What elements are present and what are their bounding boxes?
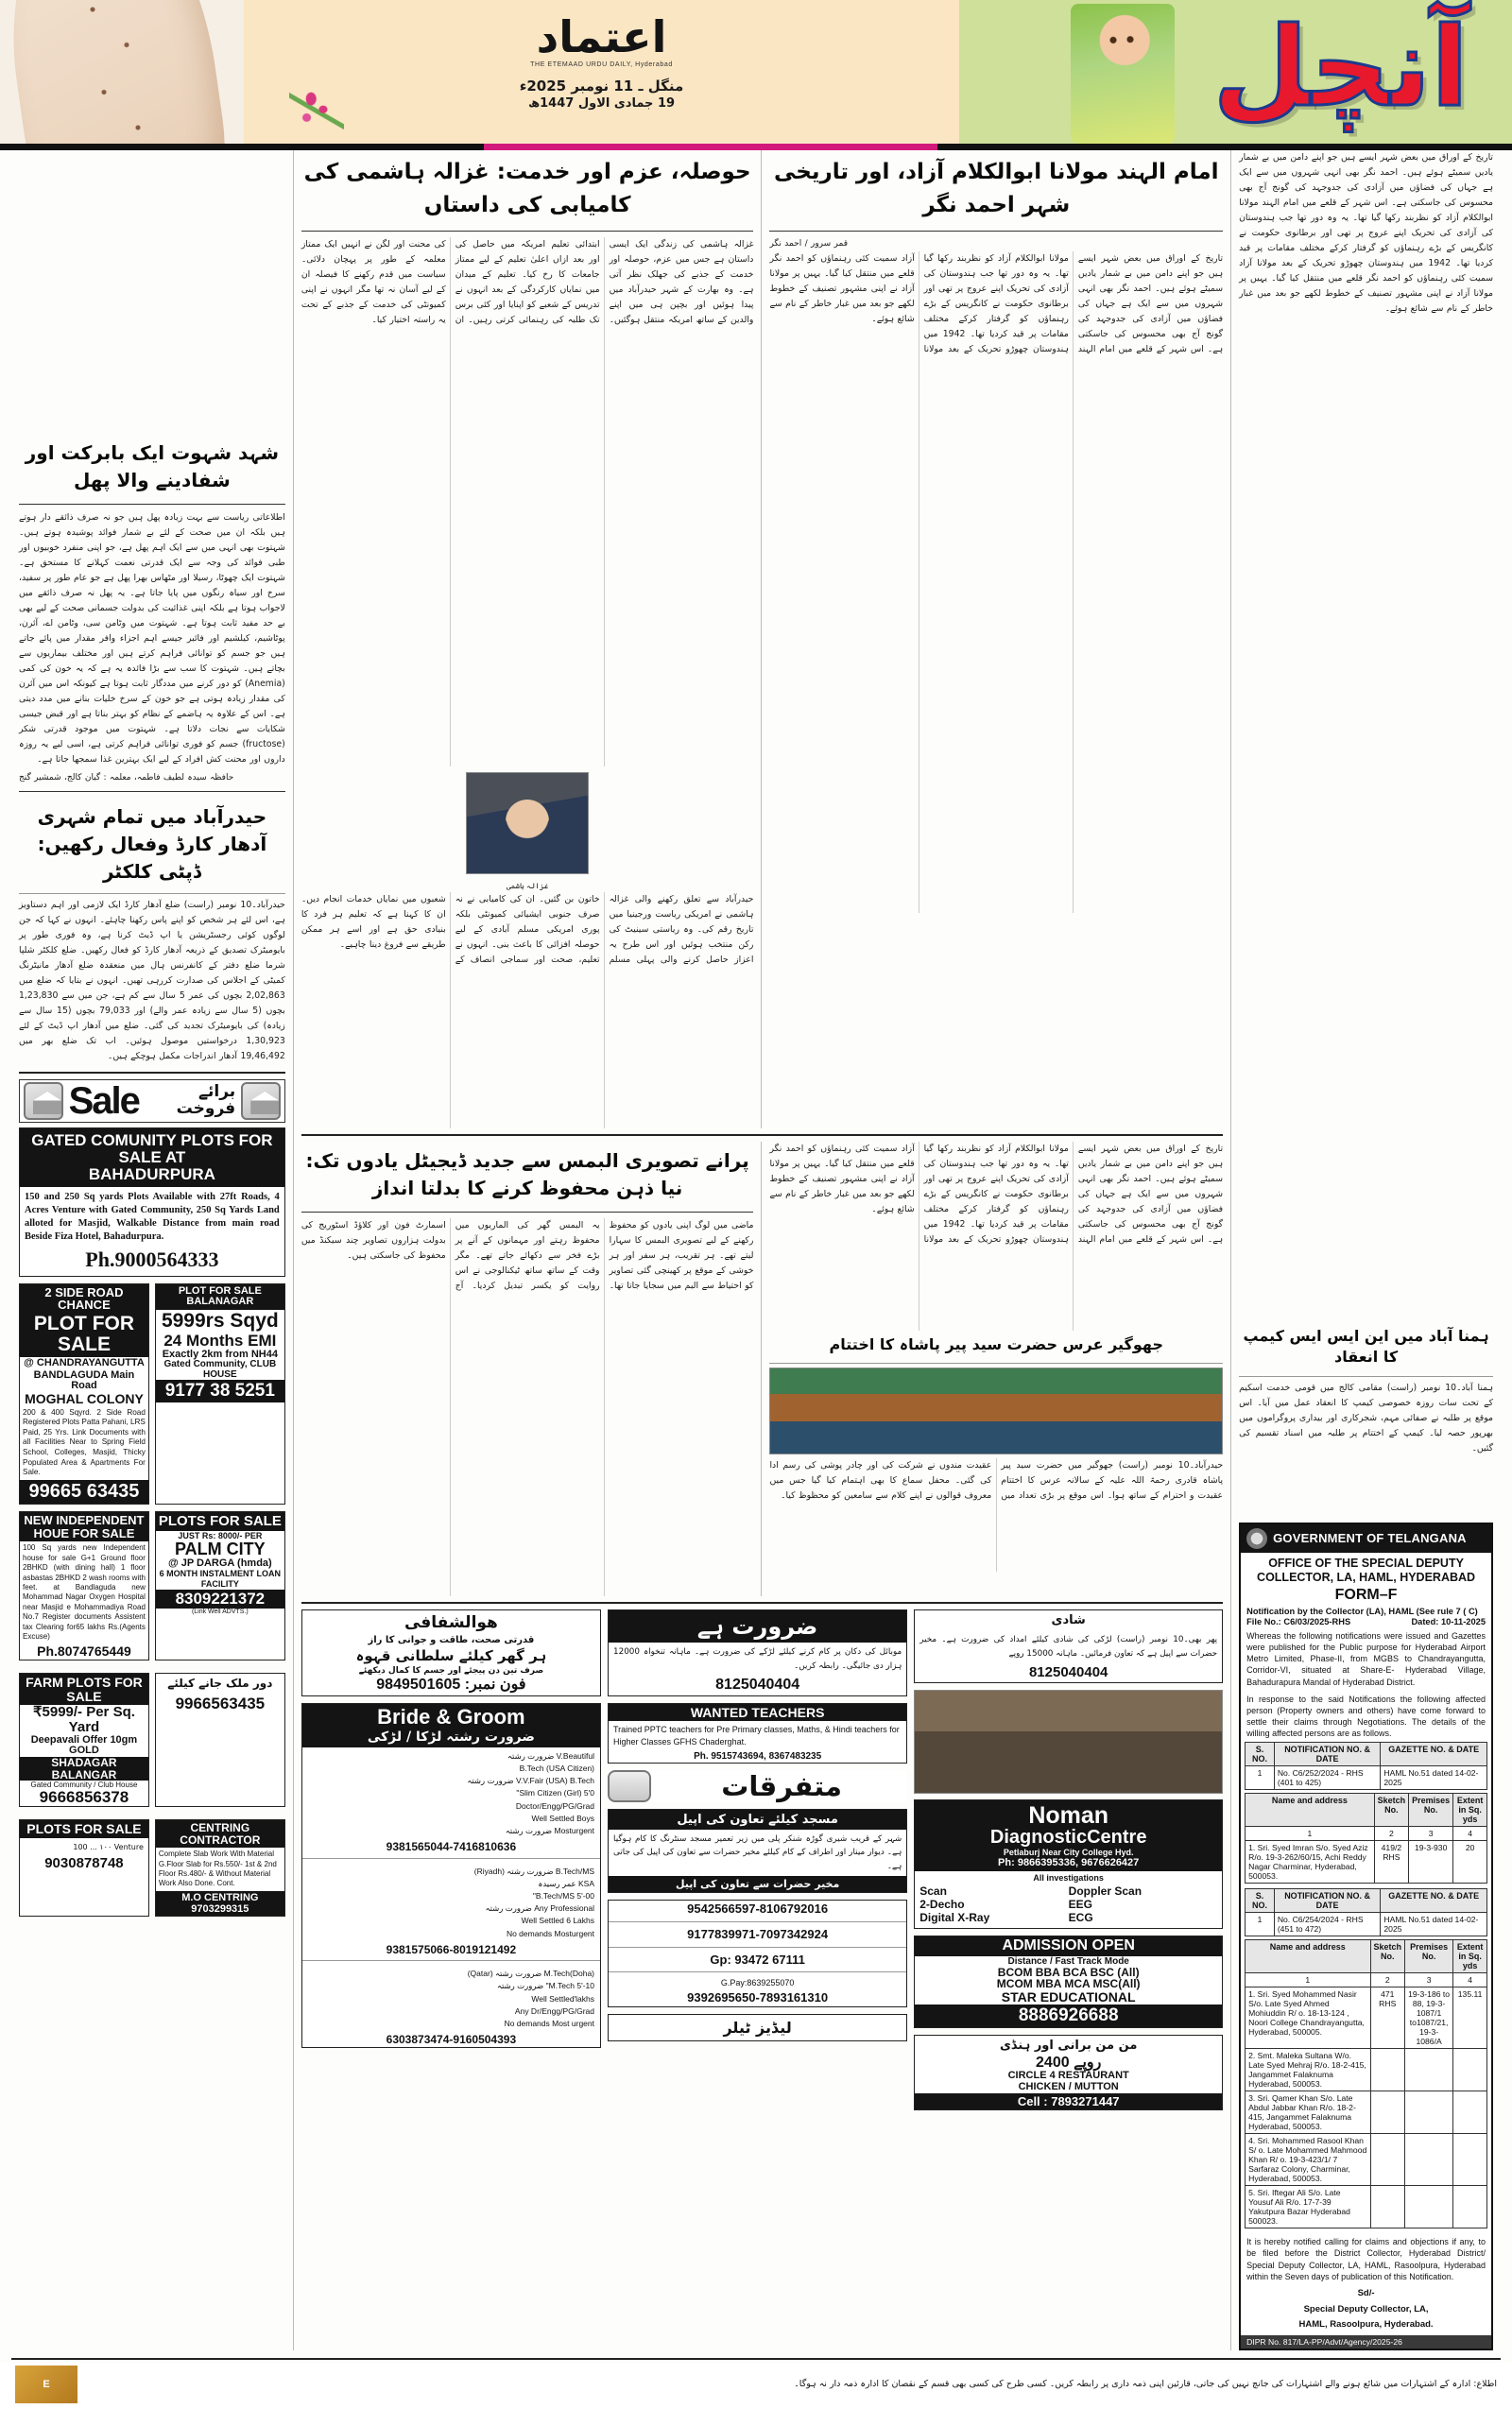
td-sketch xyxy=(1370,2049,1405,2091)
service-item: EEG xyxy=(1068,1898,1093,1911)
td-name: 4. Sri. Mohammed Rasool Khan S/ o. Late Mohammed Mahmood Khan R/ o. 19-3-423/1/ 7 Sarfaraz Colony, Charminar, Hyderabad, 500053. xyxy=(1246,2134,1370,2186)
gov-form-label: FORM–F xyxy=(1334,1587,1398,1604)
wanted-teachers-body: Trained PPTC teachers for Pre Primary classes, Maths, & Hindi teachers for Higher Classes GFHS Chaderghat. xyxy=(613,1725,900,1747)
hawa-l2: ہر گھر کیلئے سلطانی قہوہ xyxy=(355,1647,547,1664)
list-item: M.Tech 5'-10" ضرورت رشتہ xyxy=(496,1981,595,1991)
divider xyxy=(769,231,1223,232)
td-name: 3. Sri. Qamer Khan S/o. Late Abdul Jabbar Khan R/o. 18-2-415, Jangammet Falaknuma Hyderabad, 500053. xyxy=(1246,2091,1370,2134)
td-extent: 20 xyxy=(1453,1841,1487,1884)
gov-notification-rule: Notification by the Collector (LA), HAML (See rule 7 ( C) xyxy=(1246,1607,1478,1617)
paper-logo-english: THE ETEMAAD URDU DAILY, Hyderabad xyxy=(530,61,673,68)
num-1: 1 xyxy=(1246,1827,1375,1841)
masthead xyxy=(0,0,1512,144)
right-headline2: جھوگیر عرس حضرت سید پیر پاشاہ کا اختتام xyxy=(829,1335,1163,1353)
admission-courses2: MCOM MBA MCA MSC(All) xyxy=(996,1977,1141,1991)
gov-file-no: File No.: C6/03/2025-RHS xyxy=(1246,1617,1351,1627)
th-extent: Extent in Sq. yds xyxy=(1453,1940,1487,1973)
list-item: Well Settled'lakhs xyxy=(531,1993,595,2004)
gov-file-row xyxy=(1241,1616,1491,1627)
restaurant-l3: CHICKEN / MUTTON xyxy=(1018,2081,1119,2093)
service-item: 2-Decho xyxy=(919,1898,965,1911)
masjid-title: مسجد کیلئے تعاون کی اپیل xyxy=(609,1810,906,1830)
divider xyxy=(301,1134,1223,1136)
num-4: 4 xyxy=(1453,1827,1487,1841)
hawa-l1: قدرتی صحت، طاقت و جوانی کا راز xyxy=(368,1635,535,1645)
th-premises: Premises No. xyxy=(1405,1940,1453,1973)
noman-name2: DiagnosticCentre xyxy=(989,1827,1147,1848)
balanagar-line: Exactly 2km from NH44 xyxy=(162,1348,278,1360)
table-row xyxy=(1246,2091,1487,2134)
list-item: KSA عمر رسیدہ xyxy=(538,1878,595,1888)
divider xyxy=(301,1602,1223,1604)
left-column xyxy=(11,150,293,2350)
classified-col-2 xyxy=(608,1609,907,2117)
bride-groom-list-3 xyxy=(302,1965,600,2033)
td-name: 1. Sri. Syed Imran S/o. Syed Aziz R/o. 19-3-262/60/15, Achi Reddy Nagar Charminar, Hyderabad, 500053. xyxy=(1246,1841,1375,1884)
gpay-phone1[interactable]: 9542566597-8106792016 xyxy=(687,1901,829,1917)
doha-phone[interactable]: 9966563435 xyxy=(175,1694,266,1712)
restaurant-phone[interactable]: Cell : 7893271447 xyxy=(915,2093,1222,2109)
num-3: 3 xyxy=(1405,1973,1453,1987)
list-item: B.Tech/MS ضرورت رشتہ (Riyadh) xyxy=(473,1866,595,1876)
sale-word: Sale xyxy=(68,1080,139,1123)
list-item: Well Settled 6 Lakhs xyxy=(521,1916,595,1926)
gpay-label: G.Pay:8639255070 xyxy=(720,1978,795,1988)
td-extent xyxy=(1453,2091,1487,2134)
farm-title: FARM PLOTS FOR SALE xyxy=(20,1674,148,1705)
th-name-address: Name and address xyxy=(1246,1940,1370,1973)
list-item: Mosturgent ضرورت رشتہ xyxy=(505,1825,595,1835)
balanagar-phone[interactable]: 9177 38 5251 xyxy=(156,1380,284,1402)
center-article2 xyxy=(301,1142,763,1596)
ad-masjid-appeal[interactable] xyxy=(608,1809,907,1894)
government-notification xyxy=(1239,1523,1493,2351)
masthead-center xyxy=(244,0,959,144)
num-2: 2 xyxy=(1374,1827,1409,1841)
ad-gpay-phones[interactable] xyxy=(608,1900,907,2007)
service-item: ECG xyxy=(1068,1911,1093,1924)
supplement-banner xyxy=(959,0,1512,144)
two-side-l4: BANDLAGUDA Main Road xyxy=(33,1368,135,1392)
pointing-hand-icon xyxy=(608,1770,651,1802)
hawa-brand: ھوالشفافی xyxy=(404,1613,498,1632)
list-item: B.Tech (USA Citizen) xyxy=(519,1764,595,1774)
restaurant-price: 2400 روپے xyxy=(1036,2054,1102,2071)
td-name: 2. Smt. Maleka Sultana W/o. Late Syed Mehraj R/o. 18-2-415, Jangammet Falaknuma Hyderabad, 500053. xyxy=(1246,2049,1370,2091)
centring-phone[interactable]: M.O CENTRING 9703299315 xyxy=(156,1891,284,1916)
bride-groom-phone-2[interactable]: 9381575066-8019121492 xyxy=(386,1942,517,1956)
bride-groom-title-ur: ضرورت رشتہ لڑکا / لڑکی xyxy=(302,1729,600,1747)
right-col-article3-body: ہمنا آباد۔10 نومبر (راست) مقامی کالج میں قومی خدمت اسکیم کے تحت سات روزہ خصوصی کیمپ کا انعقاد عمل میں آیا۔ اس موقع پر طلبہ نے صفائی مہم، شجرکاری اور بیداری پروگراموں میں بھرپور حصہ لیا۔ کیمپ کے اختتام پر طلبہ میں اسناد تقسیم کی گئیں۔ xyxy=(1239,1382,1493,1454)
classified-grid xyxy=(301,1609,1223,2117)
td-premises xyxy=(1405,2134,1453,2186)
th-extent: Extent in Sq. yds xyxy=(1453,1794,1487,1827)
henna-hand-photo xyxy=(0,0,244,144)
zaroorat-body: موبائل کی دکان پر کام کرنے کیلئے لڑکے کی ضرورت ہے۔ ماہانہ تنخواہ 12000 ہزار دی جائیگی۔ رابطہ کریں۔ xyxy=(613,1647,902,1671)
gated-title-line2: BAHADURPURA xyxy=(88,1164,215,1183)
th-notif: NOTIFICATION NO. & DATE xyxy=(1274,1743,1381,1766)
ladies-tailor-title: لیڈیز ٹیلر xyxy=(723,2018,792,2037)
ad-noman-diagnostic[interactable] xyxy=(914,1799,1223,1929)
center-article1-body: غزالہ ہاشمی کی زندگی ایک ایسی داستان ہے جس میں عزم، حوصلہ اور خدمت کے جذبے کی جھلک نظر آتی ہے۔ وہ بھارت کے شہر حیدرآباد میں پیدا ہوئیں اور بچپن ہی میں اپنے والدین کے ساتھ امریکہ منتقل ہوگئیں۔ ابتدائی تعلیم امریکہ میں حاصل کی اور بعد ازاں اعلیٰ تعلیم کے لیے ممتاز جامعات کا رخ کیا۔ تعلیم کے میدان میں نمایاں کارکردگی کے بعد انہوں نے تدریس کے شعبے کو اپنایا اور کئی برس تک طلبہ کی رہنمائی کرتی رہیں۔ ان کی محنت اور لگن نے انہیں ایک ممتاز معلمہ کے طور پر پہچان دلائی۔ سیاست میں قدم رکھنے کا فیصلہ ان کے لیے آسان نہ تھا مگر انہوں نے اپنی کمیونٹی کی خدمت کے جذبے کے تحت یہ راستہ اختیار کیا۔ xyxy=(301,239,754,325)
ad-plots-for-sale-bottom[interactable] xyxy=(19,1819,149,1917)
farm-price: ₹5999/- Per Sq. Yard xyxy=(32,1704,135,1736)
td-sketch xyxy=(1370,2134,1405,2186)
th-gazette: GAZETTE NO. & DATE xyxy=(1381,1889,1487,1913)
balanagar-price: 5999rs Sqyd xyxy=(161,1309,279,1332)
ad-gated-community[interactable] xyxy=(19,1127,285,1277)
ad-mutafarriqat-header xyxy=(608,1770,907,1802)
centring-body: Complete Slab Work With Material G.Floor Slab for Rs.550/- 1st & 2nd Floor Rs.480/- & Without Material Work Also Done. Cont. xyxy=(158,1850,277,1888)
gov-table-1b xyxy=(1245,1793,1487,1884)
td-name: 5. Sri. Iftegar Ali S/o. Late Yousuf Ali R/o. 17-7-39 Yakutpura Bazar Hyderabad 500023. xyxy=(1246,2186,1370,2228)
gov-title: GOVERNMENT OF TELANGANA xyxy=(1273,1531,1467,1546)
mutafarriqat-title: متفرقات xyxy=(721,1769,842,1802)
admission-phone[interactable]: 8886926688 xyxy=(915,2005,1222,2027)
two-side-l3: @ CHANDRAYANGUTTA xyxy=(24,1357,145,1369)
gov-sign-l2: HAML, Rasoolpura, Hyderabad. xyxy=(1298,2319,1434,2331)
bride-groom-list-2 xyxy=(302,1863,600,1943)
right-col-article-body: تاریخ کے اوراق میں بعض شہر ایسے ہیں جو اپنے دامن میں بے شمار یادیں سمیٹے ہوئے ہیں۔ احمد نگر بھی انہی شہروں میں سے ایک ہے جہاں کی فضاؤں میں آزادی کی جدوجہد کی گونج آج بھی محسوس کی جاسکتی ہے۔ اس شہر کے قلعے میں امام الہند مولانا ابوالکلام آزاد کو نظربند رکھا گیا تھا۔ یہ وہ دور تھا جب ہندوستان کی آزادی کی تحریک اپنے عروج پر تھی اور برطانوی حکومت نے کانگریس کے بڑے رہنماؤں کو گرفتار کرکے مختلف مقامات پر قید کردیا تھا۔ 1942 میں ہندوستان چھوڑو تحریک کے بعد مولانا آزاد سمیت کئی رہنماؤں کو احمد نگر قلعے میں منتقل کیا گیا۔ یہیں پر مولانا آزاد نے اپنی مشہور تصنیف کے خطوط لکھے جو بعد میں غبار خاطر کے نام سے شائع ہوئے۔ xyxy=(1239,152,1493,314)
bride-photo xyxy=(1071,4,1175,144)
td-gazette: HAML No.51 dated 14-02-2025 xyxy=(1381,1913,1487,1936)
ad-shadi[interactable] xyxy=(914,1609,1223,1683)
gov-sign-l1: Special Deputy Collector, LA, xyxy=(1303,2303,1429,2314)
right-article1-body: تاریخ کے اوراق میں بعض شہر ایسے ہیں جو اپنے دامن میں بے شمار یادیں سمیٹے ہوئے ہیں۔ احمد نگر بھی انہی شہروں میں سے ایک ہے جہاں کی فضاؤں میں آزادی کی جدوجہد کی گونج آج بھی محسوس کی جاسکتی ہے۔ اس شہر کے قلعے میں امام الہند مولانا ابوالکلام آزاد کو نظربند رکھا گیا تھا۔ یہ وہ دور تھا جب ہندوستان کی آزادی کی تحریک اپنے عروج پر تھی اور برطانوی حکومت نے کانگریس کے بڑے رہنماؤں کو گرفتار کرکے مختلف مقامات پر قید کردیا تھا۔ 1942 میں ہندوستان چھوڑو تحریک کے بعد مولانا آزاد سمیت کئی رہنماؤں کو احمد نگر قلعے میں منتقل کیا گیا۔ یہیں پر مولانا آزاد نے اپنی مشہور تصنیف کے خطوط لکھے جو بعد میں غبار خاطر کے نام سے شائع ہوئے۔ xyxy=(769,253,1224,355)
gov-sd-label: Sd/- xyxy=(1357,2287,1375,2298)
issue-date-gregorian: منگل ـ 11 نومبر 2025ء xyxy=(519,77,684,95)
plots-bottom-title: PLOTS FOR SALE xyxy=(20,1820,148,1838)
table-row xyxy=(1246,2049,1487,2091)
gated-body: 150 and 250 Sq yards Plots Available with 27ft Roads, 4 Acres Venture with Gated Community, 250 Sq Yards Land alloted for Masjid, Walkable Distance from main road Beside Fiza Hotel, Bahadurpura. xyxy=(25,1191,280,1242)
centring-title: CENTRING CONTRACTOR xyxy=(156,1820,284,1848)
table-numrow xyxy=(1246,1827,1487,1841)
td-premises: 19-3-930 xyxy=(1409,1841,1453,1884)
top-headline-row xyxy=(301,150,1223,1128)
mehndi-pattern xyxy=(59,0,172,144)
hawa-l3: صرف تین دن پیجئے اور جسم کا کمال دیکھئے xyxy=(358,1666,544,1676)
list-item: Doctor/Engg/PG/Grad xyxy=(515,1800,595,1811)
restaurant-l1: من من برانی اور ہنڈی xyxy=(999,2038,1138,2053)
admission-courses1: BCOM BBA BCA BSC (All) xyxy=(997,1965,1140,1979)
gated-title-line1: GATED COMUNITY PLOTS FOR SALE AT xyxy=(31,1131,273,1166)
plots-bottom-body: Venture ١٠٠ ... 100 xyxy=(73,1842,144,1851)
list-item: B.Tech/MS 5'-00" xyxy=(532,1891,595,1901)
num-1: 1 xyxy=(1246,1973,1370,1987)
palm-just: JUST Rs: 8000/- PER xyxy=(178,1530,263,1540)
center-feature xyxy=(301,150,763,1128)
house-icon xyxy=(24,1082,63,1120)
list-item: V.Beautiful ضرورت رشتہ xyxy=(507,1750,595,1761)
gov-dipr-no: DIPR No. 817/LA-PP/Advt/Agency/2025-26 xyxy=(1241,2335,1491,2349)
ad-centring-contractor[interactable] xyxy=(155,1819,285,1917)
th-sketch: Sketch No. xyxy=(1374,1794,1409,1827)
noman-addr: Petlaburj Near City College Hyd. xyxy=(1003,1848,1134,1857)
masjid-footer: مخیر حضرات سے تعاون کی اپیل xyxy=(609,1876,906,1892)
two-side-body: 200 & 400 Sqyrd. 2 Side Road Registered Plots Patta Pahani, LRS Paid, 25 Yrs. Link Documents with all Facilities Near to Spring Field School, Colleges, Masjid, Thicky Populated Area & Apartments For Sale. xyxy=(23,1407,146,1477)
sale-word-urdu: برائے فروخت xyxy=(176,1082,236,1119)
left-article1-headline: شہد شہوت ایک بابرکت اور شفادینے والا پھل xyxy=(25,441,279,491)
palm-emi: 6 MONTH INSTALMENT LOAN FACILITY xyxy=(159,1569,281,1590)
shadi-title: شادی xyxy=(1051,1613,1086,1627)
shadi-phone[interactable]: 8125040404 xyxy=(1028,1664,1108,1680)
divider xyxy=(769,1363,1223,1364)
table-row xyxy=(1246,2134,1487,2186)
center-column xyxy=(293,150,1230,2350)
ad-admission-open[interactable] xyxy=(914,1936,1223,2028)
wanted-teachers-title: WANTED TEACHERS xyxy=(609,1704,906,1722)
ad-farm-plots[interactable] xyxy=(19,1673,149,1807)
gov-para2: In response to the said Notifications the following affected person (Property owners and others) have come forward to settle their claims through Negotiations. The details of the willing affected persons are as follows. xyxy=(1246,1694,1486,1739)
urs-event-photo xyxy=(769,1368,1223,1454)
td-sno: 1 xyxy=(1246,1913,1275,1936)
flower-decoration-icon xyxy=(289,81,344,140)
gov-table-2 xyxy=(1245,1888,1487,1936)
right-headline1: امام الہند مولانا ابوالکلام آزاد، اور تاریخی شہر احمد نگر xyxy=(774,160,1219,217)
left-article1-body: اطلاعاتی ریاست سے بہت زیادہ پھل ہیں جو نہ صرف ذائقے دار ہوتے ہیں بلکہ ان میں صحت کے لئے بے شمار فوائد پوشیدہ ہوتے ہیں۔ شہتوت بھی انہی میں سے ایک اہم پھل ہے، جو اپنی منفرد خوبیوں اور طبی فوائد کی وجہ سے ایک قدرتی نعمت کہلانے کا مستحق ہے۔ شہتوت ایک چھوٹا، رسیلا اور مٹھاس بھرا پھل ہے جو عام طور پر سفید، سرخ اور سیاہ رنگوں میں پایا جاتا ہے۔ یہ پھل نہ صرف ذائقے میں لاجواب ہوتا ہے بلکہ اپنی غذائیت کی بدولت جسمانی صحت کے لیے بھی بے حد مفید ثابت ہوتا ہے۔ شہتوت میں وٹامن سی، وٹامن اے، آئرن، پوٹاشیم، کیلشیم اور فائبر جیسے اہم اجزاء وافر مقدار میں پائے جاتے ہیں جو جسم کو توانائی فراہم کرتے ہیں اور مختلف بیماریوں سے بچاتے ہیں۔ شہتوت کا سب سے بڑا فائدہ یہ ہے کہ یہ خون کی کمی (Anemia) کو دور کرنے میں مددگار ثابت ہوتا ہے کیونکہ اس میں آئرن کی مقدار زیادہ ہوتی ہے جو خون کے سرخ خلیات بنانے میں مدد دیتی ہے۔ اس کے علاوہ یہ ہاضمے کے نظام کو بہتر بناتا ہے اور قبض جیسی شکایات سے نجات دلاتا ہے۔ شہتوت میں موجود قدرتی شکر (fructose) جسم کو فوری توانائی فراہم کرتی ہے، اسی لیے یہ روزہ داروں اور محنت کش افراد کے لیے ایک بہترین غذا سمجھا جاتا ہے۔ xyxy=(19,512,285,765)
td-name: 1. Sri. Syed Mohammed Nasir S/o. Late Syed Ahmed Mohiuddin R/ o. 18-13-124 , Noori College Chandrayangutta, Hyderabad, 500005. xyxy=(1246,1987,1370,2049)
right-column xyxy=(1230,150,1501,2350)
right-article2-wrap xyxy=(762,1142,1223,1596)
th-notif: NOTIFICATION NO. & DATE xyxy=(1274,1889,1381,1913)
td-sketch: 471 RHS xyxy=(1370,1987,1405,2049)
num-3: 3 xyxy=(1409,1827,1453,1841)
service-item: Digital X-Ray xyxy=(919,1911,990,1924)
right-article1-cont: تاریخ کے اوراق میں بعض شہر ایسے ہیں جو اپنے دامن میں بے شمار یادیں سمیٹے ہوئے ہیں۔ احمد نگر بھی انہی شہروں میں سے ایک ہے جہاں کی فضاؤں میں آزادی کی جدوجہد کی گونج آج بھی محسوس کی جاسکتی ہے۔ اس شہر کے قلعے میں امام الہند مولانا ابوالکلام آزاد کو نظربند رکھا گیا تھا۔ یہ وہ دور تھا جب ہندوستان کی آزادی کی تحریک اپنے عروج پر تھی اور برطانوی حکومت نے کانگریس کے بڑے رہنماؤں کو گرفتار کرکے مختلف مقامات پر قید کردیا تھا۔ 1942 میں ہندوستان چھوڑو تحریک کے بعد مولانا آزاد سمیت کئی رہنماؤں کو احمد نگر قلعے میں منتقل کیا گیا۔ یہیں پر مولانا آزاد نے اپنی مشہور تصنیف کے خطوط لکھے جو بعد میں غبار خاطر کے نام سے شائع ہوئے۔ xyxy=(769,1144,1224,1245)
gov-closing-text: It is hereby notified calling for claims and objections if any, to be filed before the District Collector, Hyderabad District/ Special Deputy Collector, LA, HAML, Rasoolpura, Hyderabad within the Seven days of publication of this Notification. xyxy=(1246,2237,1486,2281)
new-house-phone[interactable]: Ph.8074765449 xyxy=(37,1643,131,1660)
th-sketch: Sketch No. xyxy=(1370,1940,1405,1973)
divider xyxy=(19,791,285,792)
table-row xyxy=(1246,1913,1487,1936)
list-item: Any Dr/Engg/PG/Grad xyxy=(514,2005,595,2016)
divider xyxy=(19,1072,285,1074)
td-premises xyxy=(1405,2091,1453,2134)
ad-wanted-teachers[interactable] xyxy=(608,1703,907,1764)
gov-office-l2: COLLECTOR, LA, HAML, HYDERABAD xyxy=(1257,1571,1476,1585)
two-side-phone[interactable]: 99665 63435 xyxy=(20,1480,148,1504)
th-gazette: GAZETTE NO. & DATE xyxy=(1381,1743,1487,1766)
td-notif: No. C6/254/2024 - RHS (451 to 472) xyxy=(1274,1913,1381,1936)
noman-services xyxy=(915,1884,1222,1928)
noman-name1: Noman xyxy=(1028,1801,1109,1829)
td-premises xyxy=(1405,2049,1453,2091)
house-icon xyxy=(241,1082,281,1120)
list-item: Any Professional ضرورت رشتہ xyxy=(485,1903,595,1914)
ad-overseas-jobs[interactable] xyxy=(155,1673,285,1807)
gpay-phone4[interactable]: 9392695650-7893161310 xyxy=(687,1990,829,2005)
service-item: Doppler Scan xyxy=(1068,1884,1143,1898)
wanted-teachers-phone[interactable]: Ph. 9515743694, 8367483235 xyxy=(694,1750,822,1762)
noman-phone[interactable]: Ph: 9866395336, 9676626427 xyxy=(998,1857,1140,1868)
right-col-headline3: ہمنا آباد میں این ایس ایس کیمپ کا انعقاد xyxy=(1243,1327,1489,1367)
new-house-title: NEW INDEPENDENT HOUE FOR SALE xyxy=(20,1512,148,1541)
palm-at: @ JP DARGA (hmda) xyxy=(167,1557,272,1569)
ad-hawa-shafi[interactable] xyxy=(301,1609,601,1696)
ad-restaurant[interactable] xyxy=(914,2035,1223,2110)
td-extent: 135.11 xyxy=(1453,1987,1487,2049)
table-row xyxy=(1246,1841,1487,1884)
td-sketch xyxy=(1370,2186,1405,2228)
num-4: 4 xyxy=(1453,1973,1487,1987)
two-side-l5: MOGHAL COLONY xyxy=(25,1390,144,1406)
center-article1-body2: حیدرآباد سے تعلق رکھنے والی غزالہ ہاشمی نے امریکی ریاست ورجینیا میں تاریخ رقم کی۔ وہ ریاستی سینیٹ کی رکن منتخب ہوئیں اور اس طرح یہ اعزاز حاصل کرنے والی پہلی مسلم خاتون بن گئیں۔ ان کی کامیابی نے نہ صرف جنوبی ایشیائی کمیونٹی بلکہ پوری امریکی مسلم آبادی کے لیے حوصلہ افزائی کا باعث بنی۔ انہوں نے تعلیم، صحت اور سماجی انصاف کے شعبوں میں نمایاں خدمات انجام دیں۔ ان کا کہنا ہے کہ تعلیم ہر فرد کا بنیادی حق ہے اور اسے ہر ممکن طریقے سے فروغ دینا چاہیے۔ xyxy=(301,894,754,965)
center-headline1: حوصلہ، عزم اور خدمت: غزالہ ہاشمی کی کامیابی کی داستاں xyxy=(303,160,751,217)
gpay-phone3[interactable]: Gp: 93472 67111 xyxy=(710,1952,805,1967)
th-sno: S. NO. xyxy=(1246,1743,1275,1766)
right-article2-body: حیدرآباد۔10 نومبر (راست) جھوگیر میں حضرت سید پیر پاشاہ قادری رحمۃ اللہ علیہ کے سالانہ عرس کا اختتام عقیدت و احترام کے ساتھ ہوا۔ اس موقع پر بڑی تعداد میں عقیدت مندوں نے شرکت کی اور چادر پوشی کی رسم ادا کی گئی۔ محفل سماع کا بھی اہتمام کیا گیا جس میں معروف قوالوں نے اپنے کلام سے سامعین کو محظوظ کیا۔ xyxy=(769,1460,1224,1502)
service-item: Scan xyxy=(919,1884,947,1898)
plots-bottom-phone[interactable]: 9030878748 xyxy=(44,1854,124,1871)
gov-table-2b xyxy=(1245,1939,1487,2228)
left-article2-body: حیدرآباد۔10 نومبر (راست) ضلع آدھار کارڈ ایک لازمی اور اہم دستاویز ہے، اس لئے ہر شخص کو اپنے پاس رکھنا چاہئے۔ انہوں نے کہا کہ جن لوگوں کوئی رجسٹریشن یا اپ ڈیٹ کرنا ہے، وہ فوری طور پر بایومیٹرک تصدیق کے ذریعہ آدھار کارڈ کو فعال رکھیں۔ ضلع کلکٹر شلپا شرما ضلع دفتر کے کانفرنس ہال میں منعقدہ ضلع آدھار مانیٹرنگ کمیٹی کے اجلاس کی صدارت کررہی تھیں۔ انہوں نے بتایا کہ ضلع میں 2,02,863 بچوں کی عمر 5 سال سے کم ہے، جن میں سے 1,23,830 بچوں (5 سال سے زیادہ عمر والے) اور 79,033 بچوں (15 سال سے زیادہ) کی بایومیٹرک تجدید کی گئی۔ ضلع میں آدھار اپ ڈیٹ کے لئے 1,30,923 درخواستیں موصول ہوئیں۔ اب تک ضلع بھر میں 19,46,492 آدھار اندراجات مکمل ہوچکے ہیں۔ xyxy=(19,900,285,1062)
divider xyxy=(301,1212,754,1213)
admission-mode: Distance / Fast Track Mode xyxy=(1007,1955,1129,1967)
divider xyxy=(1239,1376,1493,1377)
gov-para1: Whereas the following notifications were issued and Gazettes were published for the Public purpose for Hyderabad Airport Metro Limited, Phase-II, from MGBS to Chandrayangutta, Corridor-VI, situated at Share-E- Hyderabad Village, Bahadurapura Mandal of Hyderabad District. xyxy=(1246,1631,1486,1687)
ad-pair-row-2 xyxy=(19,1511,285,1667)
hawa-phone[interactable]: فون نمبر: 9849501605 xyxy=(376,1677,526,1693)
left-article1-byline: حافظہ سیدہ لطیف فاطمہ، معلمہ : گیان کالج، شمشیر گنج xyxy=(19,772,234,783)
ad-ladies-tailor[interactable] xyxy=(608,2014,907,2041)
zaroorat-phone[interactable]: 8125040404 xyxy=(715,1677,800,1693)
sale-banner-ad[interactable] xyxy=(19,1079,285,1123)
farm-offer: Deepavali Offer 10gm GOLD xyxy=(30,1733,138,1757)
list-item: Slim Citizen (Girl) 5'0" xyxy=(516,1788,595,1798)
td-gazette: HAML No.51 dated 14-02-2025 xyxy=(1381,1766,1487,1790)
th-sno: S. NO. xyxy=(1246,1889,1275,1913)
divider xyxy=(19,504,285,505)
zaroorat-title: ضرورت ہے xyxy=(609,1610,906,1643)
event-group-photo xyxy=(914,1690,1223,1794)
table-numrow xyxy=(1246,1973,1487,1987)
bride-groom-list xyxy=(302,1747,600,1840)
mutafarriqat-bar xyxy=(608,1770,907,1802)
ad-pair-row-3 xyxy=(19,1673,285,1814)
classified-col-3 xyxy=(914,1609,1223,2117)
footer-disclaimer: اطلاع: ادارہ کے اشتہارات میں شائع ہونے والے اشتہارات کی جانچ نہیں کی جاتی، قارئین اپنی ذمہ داری پر رابطہ کریں۔ کسی طرح کی کسی بھی قسم کے نقصان کا ادارہ ذمہ دار نہ ہوگا۔ xyxy=(794,2379,1497,2390)
ad-bride-groom[interactable] xyxy=(301,1703,601,2048)
table-row xyxy=(1246,2186,1487,2228)
gpay-phone2[interactable]: 9177839971-7097342924 xyxy=(687,1926,829,1941)
list-item: No demands Most urgent xyxy=(504,2019,595,2028)
ad-balanagar-plot[interactable] xyxy=(155,1283,285,1505)
palm-title: PLOTS FOR SALE xyxy=(156,1512,284,1531)
admission-title: ADMISSION OPEN xyxy=(915,1936,1222,1956)
gov-header-bar xyxy=(1241,1524,1491,1553)
palm-name: PALM CITY xyxy=(175,1539,266,1558)
gov-office-l1: OFFICE OF THE SPECIAL DEPUTY xyxy=(1268,1556,1464,1570)
new-house-body: 100 Sq yards new Independent house for sale G+1 Ground floor 2BHKD (with dining hall) 1 floor asbastas 2BHKD 2 wash rooms with feet. at Bandlaguda new Mohammad Nagar Oxygen Hospital near Masjid e Mohammadiya Road No.7 Register documents Assistent tax Clearing for65 lakhs Rs.(Agents Excuse) xyxy=(23,1543,146,1641)
list-item: No demands Mosturgent xyxy=(506,1928,595,1938)
bride-groom-phone-3[interactable]: 6303873474-9160504393 xyxy=(386,2033,517,2047)
farm-phone[interactable]: 9666856378 xyxy=(39,1788,129,1807)
classified-col-1 xyxy=(301,1609,601,2117)
center-headline2: پرانے تصویری البمس سے جدید ڈیجیٹل یادوں تک: نیا ذہن محفوظ کرنے کا بدلتا انداز xyxy=(305,1149,749,1199)
issue-date-hijri: 19 جمادی الاول 1447ھ xyxy=(527,96,676,111)
table-row xyxy=(1246,1987,1487,2049)
td-premises: 19-3-186 to 88, 19-3-1087/1 to1087/21, 19-3-1086/A xyxy=(1405,1987,1453,2049)
gov-table-1 xyxy=(1245,1742,1487,1790)
table-row xyxy=(1246,1766,1487,1790)
ad-new-house[interactable] xyxy=(19,1511,149,1660)
page-footer xyxy=(11,2358,1501,2409)
list-item: V.V.Fair (USA) B.Tech ضرورت رشتہ xyxy=(467,1776,595,1786)
divider xyxy=(19,893,285,894)
telangana-emblem-icon xyxy=(1246,1528,1267,1549)
balanagar-top: PLOT FOR SALE BALANAGAR xyxy=(156,1284,284,1310)
photo-caption: غزالہ ہاشمی xyxy=(506,882,549,890)
center-article2-body: ماضی میں لوگ اپنی یادوں کو محفوظ رکھنے کے لیے تصویری البمس کا سہارا لیتے تھے۔ ہر تقریب، ہر سفر اور ہر خوشی کے موقع پر کھینچی گئی تصاویر کو احتیاط سے البم میں سجایا جاتا تھا۔ یہ البمس گھر کی الماریوں میں محفوظ رہتے اور مہمانوں کے آنے پر بڑے فخر سے دکھائے جاتے تھے۔ مگر وقت کے ساتھ ساتھ ٹیکنالوجی نے اس روایت کو یکسر تبدیل کردیا۔ آج اسمارٹ فون اور کلاؤڈ اسٹوریج کی بدولت ہزاروں تصاویر چند سیکنڈ میں محفوظ کی جاسکتی ہیں۔ xyxy=(301,1220,754,1291)
right-byline: قمر سرور / احمد نگر xyxy=(769,239,849,249)
td-extent xyxy=(1453,2134,1487,2186)
gov-dated: Dated: 10-11-2025 xyxy=(1411,1617,1486,1627)
second-headline-row xyxy=(301,1142,1223,1596)
restaurant-l2: CIRCLE 4 RESTAURANT xyxy=(1007,2070,1129,2082)
th-name-address: Name and address xyxy=(1246,1794,1375,1827)
right-feature xyxy=(762,150,1223,1128)
doha-line1: دور ملک جانے کیلئے xyxy=(167,1676,273,1690)
ad-pair-row xyxy=(19,1283,285,1511)
two-side-l1: 2 SIDE ROAD CHANCE xyxy=(20,1284,148,1314)
ad-zaroorat-hai[interactable] xyxy=(608,1609,907,1696)
td-extent xyxy=(1453,2049,1487,2091)
balanagar-emi: 24 Months EMI xyxy=(163,1331,277,1350)
two-side-l2: PLOT FOR SALE xyxy=(20,1314,148,1357)
bride-groom-title-en: Bride & Groom xyxy=(302,1704,600,1729)
list-item: M.Tech(Doha) ضرورت رشتہ (Qatar) xyxy=(467,1969,595,1979)
admission-school: STAR EDUCATIONAL xyxy=(1001,1988,1136,2005)
publisher-logo: E xyxy=(15,2366,77,2403)
farm-brand: SHADAGAR BALANGAR xyxy=(20,1757,148,1781)
paper-logo-urdu: اعتماد xyxy=(536,11,667,62)
bride-groom-phone-1[interactable]: 9381565044-7416810636 xyxy=(386,1840,517,1854)
masjid-body: شہر کے قریب شیری گوڑہ شنکر پلی میں زیر تعمیر مسجد سنٹرنگ کا کام ہوگیا ہے۔ دیوار مینار اور اطراف کے کام کیلئے مخیر حضرات سے تعاون کی اپیل کی جاتی ہے۔ xyxy=(613,1833,902,1871)
list-item: Well Settled Boys xyxy=(531,1813,595,1823)
td-sketch xyxy=(1370,2091,1405,2134)
shadi-body: پھر بھی۔10 نومبر (راست) لڑکی کی شادی کیلئے امداد کی ضرورت ہے۔ مخیر حضرات سے اپیل ہے کہ تعاون فرمائیں۔ ماہانہ 15000 روپے xyxy=(919,1635,1218,1659)
ad-palm-city[interactable] xyxy=(155,1511,285,1660)
td-sketch: 419/2 RHS xyxy=(1374,1841,1409,1884)
td-premises xyxy=(1405,2186,1453,2228)
gated-phone[interactable]: Ph.9000564333 xyxy=(85,1247,219,1271)
gov-tables xyxy=(1241,1742,1491,2232)
masthead-stripe xyxy=(0,144,1512,150)
palm-note: (Link Well ADVTS.) xyxy=(191,1608,249,1615)
num-2: 2 xyxy=(1370,1973,1405,1987)
td-sno: 1 xyxy=(1246,1766,1275,1790)
ad-two-side-road[interactable] xyxy=(19,1283,149,1505)
left-article2-headline: حیدرآباد میں تمام شہری آدھار کارڈ وفعال رکھیں: ڈپٹی کلکٹر xyxy=(37,805,267,884)
td-extent xyxy=(1453,2186,1487,2228)
ad-pair-row-4 xyxy=(19,1819,285,1923)
palm-phone[interactable]: 8309221372 xyxy=(156,1590,284,1609)
supplement-title: آنچل xyxy=(1212,4,1469,131)
content-grid xyxy=(0,150,1512,2350)
td-notif: No. C6/252/2024 - RHS (401 to 425) xyxy=(1274,1766,1381,1790)
noman-sub: All investigations xyxy=(1033,1873,1104,1883)
farm-sub: Gated Community / Club House xyxy=(30,1781,138,1790)
th-premises: Premises No. xyxy=(1409,1794,1453,1827)
divider xyxy=(301,231,754,232)
balanagar-line2: Gated Community, CLUB HOUSE xyxy=(163,1359,277,1380)
ghazala-hashmi-photo xyxy=(466,772,589,874)
